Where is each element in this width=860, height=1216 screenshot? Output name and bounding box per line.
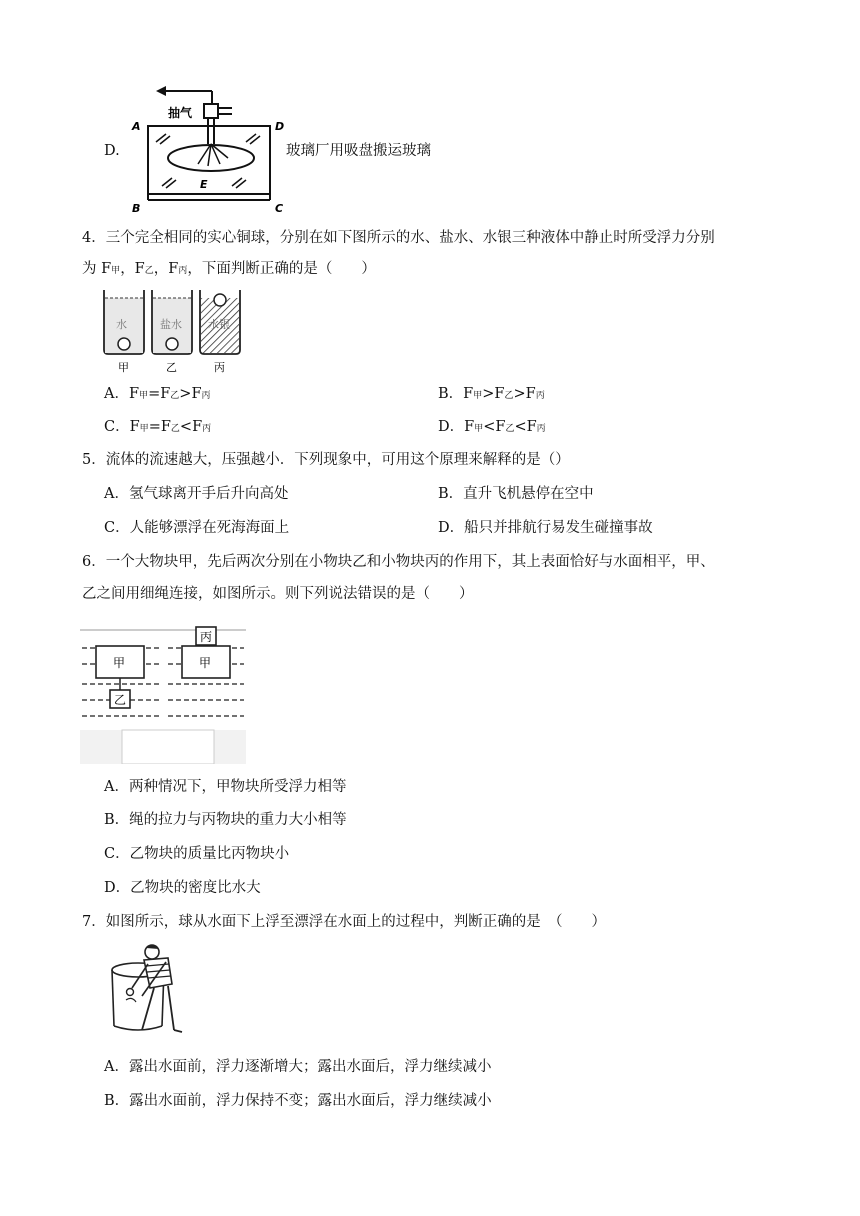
q6-option-b: B．绳的拉力与丙物块的重力大小相等 [104, 812, 347, 828]
q5-option-b: B．直升飞机悬停在空中 [438, 486, 594, 502]
liquid-label-water: 水 [116, 318, 127, 331]
block-bing-label: 丙 [200, 630, 213, 644]
floating-blocks-figure [80, 618, 246, 764]
q6-stem-line1: 6．一个大物块甲，先后两次分别在小物块乙和小物块丙的作用下，其上表面恰好与水面相平，甲、 [82, 554, 715, 570]
center-label-e: E [200, 178, 208, 191]
q3-option-d-text: 玻璃厂用吸盘搬运玻璃 [286, 143, 431, 159]
q7-option-a: A．露出水面前，浮力逐渐增大；露出水面后，浮力继续减小 [104, 1059, 492, 1075]
block-jia-left-label: 甲 [113, 656, 126, 670]
corner-label-b: B [132, 202, 141, 215]
liquid-label-mercury: 水银 [208, 318, 230, 331]
q4-option-a: A．F甲=F乙>F丙 [104, 386, 211, 402]
q7-option-b: B．露出水面前，浮力保持不变；露出水面后，浮力继续减小 [104, 1093, 492, 1109]
q5-option-c: C．人能够漂浮在死海海面上 [104, 520, 290, 536]
beaker-name-bing: 丙 [214, 361, 225, 374]
q4-option-d: D．F甲<F乙<F丙 [438, 419, 546, 435]
q6-option-a: A．两种情况下，甲物块所受浮力相等 [104, 779, 347, 795]
corner-label-a: A [132, 120, 141, 133]
block-yi-label: 乙 [114, 693, 127, 707]
q6-stem-line2: 乙之间用细绳连接，如图所示。则下列说法错误的是（ ） [82, 586, 474, 602]
corner-label-d: D [275, 120, 285, 133]
suction-cup-figure [128, 84, 288, 216]
q5-option-d: D．船只并排航行易发生碰撞事故 [438, 520, 653, 536]
q6-option-d: D．乙物块的密度比水大 [104, 880, 261, 896]
q4-option-b: B．F甲>F乙>F丙 [438, 386, 545, 402]
q4-option-c: C．F甲=F乙<F丙 [104, 419, 212, 435]
block-jia-right-label: 甲 [199, 656, 212, 670]
q7-stem: 7．如图所示，球从水面下上浮至漂浮在水面上的过程中，判断正确的是 （ ） [82, 914, 606, 930]
q5-option-a: A．氢气球离开手后升向高处 [104, 486, 289, 502]
q4-stem-line1: 4．三个完全相同的实心铜球，分别在如下图所示的水、盐水、水银三种液体中静止时所受浮力分别 [82, 230, 715, 246]
q6-option-c: C．乙物块的质量比丙物块小 [104, 846, 290, 862]
corner-label-c: C [275, 202, 284, 215]
person-with-tank-figure [106, 944, 188, 1036]
liquid-label-saltwater: 盐水 [160, 318, 182, 331]
q5-stem: 5．流体的流速越大，压强越小．下列现象中，可用这个原理来解释的是（） [82, 452, 570, 468]
pump-label: 抽气 [168, 106, 193, 120]
three-beakers-figure [100, 286, 242, 378]
beaker-name-jia: 甲 [118, 361, 129, 374]
q4-stem-line2: 为 F甲，F乙，F丙，下面判断正确的是（ ） [82, 261, 376, 277]
q3-option-d-letter: D. [104, 143, 120, 159]
beaker-name-yi: 乙 [166, 361, 177, 374]
